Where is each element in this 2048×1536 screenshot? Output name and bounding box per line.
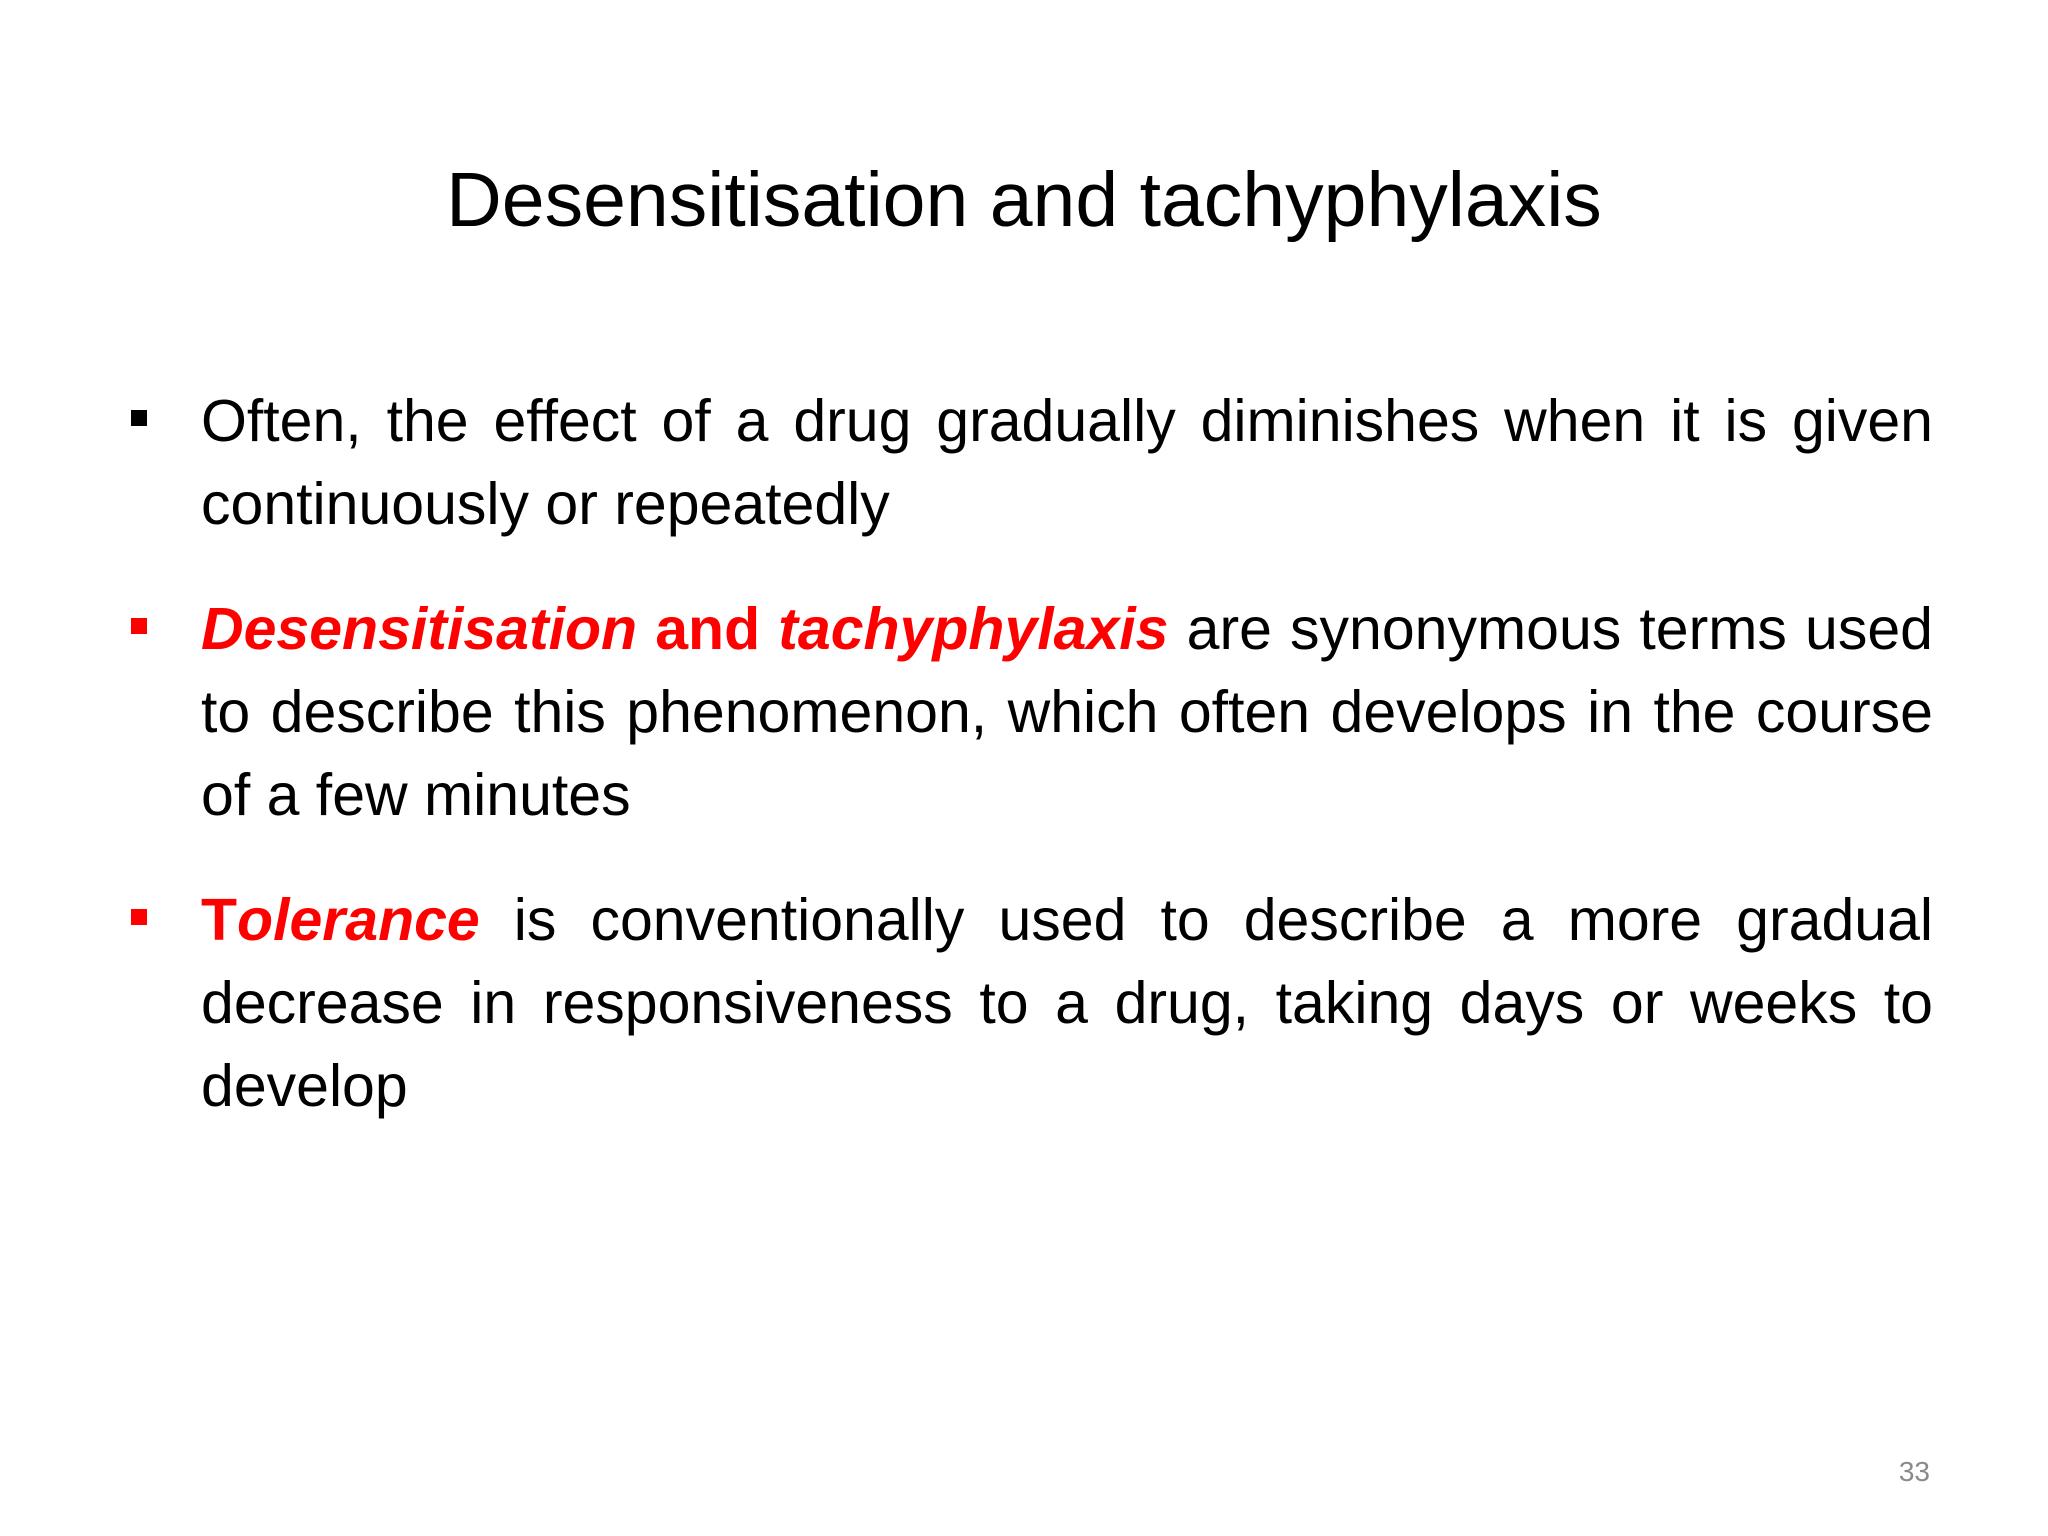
term-connector: and xyxy=(637,596,779,662)
term-tolerance-rest: olerance xyxy=(237,887,480,953)
square-bullet-icon xyxy=(131,909,147,925)
bullet-text: is conventionally used to describe a more gradual decrease in responsiveness to a drug, taking days or weeks to develop xyxy=(201,887,1933,1119)
bullet-item-2 xyxy=(128,588,1933,837)
bullet-item-1 xyxy=(128,380,1933,546)
term-desensitisation: Desensitisation xyxy=(201,596,638,662)
page-number: 33 xyxy=(1898,1456,1930,1487)
square-bullet-icon xyxy=(131,618,147,634)
slide-title: Desensitisation and tachyphylaxis xyxy=(446,157,1602,243)
term-tachyphylaxis: tachyphylaxis xyxy=(778,596,1169,662)
square-bullet-icon xyxy=(131,410,147,426)
bullet-item-3 xyxy=(128,879,1933,1128)
bullet-list xyxy=(128,380,1933,1170)
term-tolerance-initial: T xyxy=(201,887,238,953)
bullet-text: are synonymous terms used to describe this phenomenon, which often develops in the course of a few minutes xyxy=(201,596,1933,828)
bullet-text: Often, the effect of a drug gradually diminishes when it is given continuously or repeatedly xyxy=(201,388,1933,537)
